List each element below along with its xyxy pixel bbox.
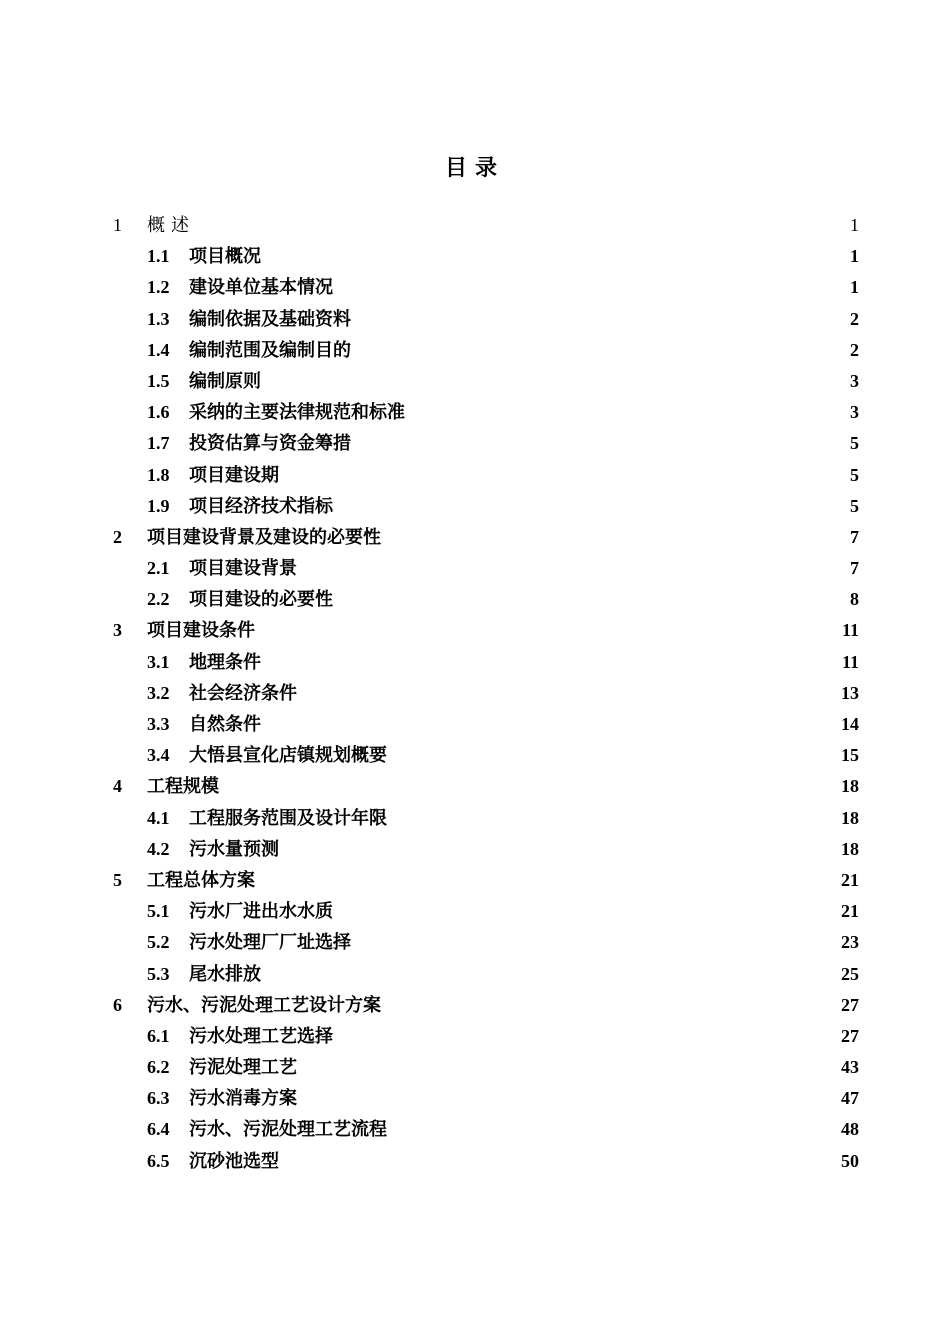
- toc-entry-title: 污水处理工艺选择: [189, 1025, 333, 1047]
- toc-entry-number: 4.2: [147, 838, 170, 859]
- toc-entry-title: 编制范围及编制目的: [189, 339, 351, 361]
- toc-entry[interactable]: [0, 1021, 950, 1052]
- toc-entry-number: 6.5: [147, 1150, 170, 1171]
- toc-entry-number: 1.9: [147, 495, 170, 516]
- toc-entry-title: 项目建设背景及建设的必要性: [147, 526, 381, 548]
- toc-entry-page-number: 11: [841, 651, 859, 672]
- toc-entry-page-number: 5: [850, 495, 859, 516]
- toc-entry-number: 4: [113, 776, 122, 797]
- toc-entry-title: 项目经济技术指标: [189, 495, 333, 517]
- toc-entry-page-number: 21: [841, 901, 859, 922]
- toc-entry-title: 建设单位基本情况: [189, 277, 333, 299]
- toc-entry[interactable]: [0, 491, 950, 522]
- toc-entry-title: 概述: [147, 215, 195, 236]
- toc-entry-page-number: 5: [850, 464, 859, 485]
- toc-entry-page-number: 13: [841, 682, 859, 703]
- toc-entry-title: 项目建设的必要性: [189, 589, 333, 611]
- toc-entry-number: 2.2: [147, 589, 170, 610]
- toc-entry-number: 3.1: [147, 651, 170, 672]
- toc-entry[interactable]: [0, 1052, 950, 1083]
- toc-entry-page-number: 3: [850, 402, 859, 423]
- toc-entry-page-number: 18: [841, 838, 859, 859]
- toc-entry-number: 1.1: [147, 246, 170, 267]
- toc-entry[interactable]: [0, 1146, 950, 1177]
- toc-entry-title: 污水消毒方案: [189, 1088, 297, 1110]
- toc-entry[interactable]: [0, 241, 950, 272]
- toc-entry-title: 污水处理厂厂址选择: [189, 932, 351, 954]
- toc-entry-page-number: 18: [841, 776, 859, 797]
- toc-entry-page-number: 2: [850, 339, 859, 360]
- toc-entry[interactable]: [0, 522, 950, 553]
- toc-entry[interactable]: [0, 771, 950, 802]
- toc-entry-page-number: 2: [850, 308, 859, 329]
- toc-entry[interactable]: [0, 647, 950, 678]
- toc-entry-page-number: 18: [841, 807, 859, 828]
- toc-entry-number: 6.3: [147, 1088, 170, 1109]
- toc-entry-title: 沉砂池选型: [189, 1150, 279, 1172]
- toc-entry-page-number: 15: [841, 745, 859, 766]
- toc-entry-title: 污水、污泥处理工艺流程: [189, 1119, 387, 1141]
- toc-entry-title: 项目建设背景: [189, 558, 297, 580]
- toc-entry-number: 1.3: [147, 308, 170, 329]
- toc-entry-number: 5: [113, 869, 122, 890]
- toc-entry-number: 3: [113, 620, 122, 641]
- toc-entry-number: 6.1: [147, 1025, 170, 1046]
- toc-entry-page-number: 1: [850, 215, 859, 235]
- toc-entry[interactable]: [0, 553, 950, 584]
- toc-entry-title: 工程规模: [147, 776, 219, 798]
- toc-entry[interactable]: [0, 990, 950, 1021]
- toc-entry[interactable]: [0, 210, 950, 241]
- toc-entry-number: 2: [113, 526, 122, 547]
- toc-entry[interactable]: [0, 709, 950, 740]
- toc-entry-number: 3.3: [147, 714, 170, 734]
- toc-entry-page-number: 27: [841, 994, 859, 1015]
- toc-entry-title: 项目建设条件: [147, 620, 255, 642]
- toc-entry-page-number: 7: [850, 526, 859, 547]
- toc-list: [0, 210, 950, 1177]
- toc-entry[interactable]: [0, 304, 950, 335]
- toc-entry-number: 5.2: [147, 932, 170, 953]
- toc-entry[interactable]: [0, 428, 950, 459]
- toc-entry-page-number: 23: [841, 932, 859, 953]
- toc-entry-number: 6.4: [147, 1119, 170, 1140]
- toc-entry-number: 5.1: [147, 901, 170, 922]
- toc-entry-number: 2.1: [147, 558, 170, 579]
- toc-entry-title: 大悟县宣化店镇规划概要: [189, 745, 387, 767]
- toc-entry[interactable]: [0, 272, 950, 303]
- toc-entry-title: 污水、污泥处理工艺设计方案: [147, 994, 381, 1016]
- toc-entry-page-number: 7: [850, 558, 859, 579]
- toc-entry-title: 项目建设期: [189, 464, 279, 486]
- toc-entry-title: 社会经济条件: [189, 682, 297, 704]
- toc-entry-number: 6: [113, 994, 122, 1015]
- toc-entry-title: 自然条件: [189, 714, 261, 735]
- toc-entry-page-number: 1: [850, 277, 859, 298]
- toc-entry-title: 污泥处理工艺: [189, 1057, 297, 1079]
- toc-title: 目录: [444, 155, 505, 181]
- toc-entry[interactable]: [0, 1083, 950, 1114]
- toc-entry-title: 污水量预测: [189, 838, 279, 860]
- toc-entry-number: 4.1: [147, 807, 170, 828]
- toc-entry-title: 编制原则: [189, 370, 261, 392]
- toc-entry-number: 1.5: [147, 370, 170, 391]
- toc-entry[interactable]: [0, 834, 950, 865]
- toc-entry[interactable]: [0, 865, 950, 896]
- toc-entry[interactable]: [0, 1114, 950, 1145]
- toc-entry[interactable]: [0, 615, 950, 646]
- toc-entry-number: 1: [113, 215, 122, 235]
- toc-entry-number: 1.7: [147, 433, 170, 454]
- toc-entry-title: 采纳的主要法律规范和标准: [189, 402, 405, 424]
- toc-entry-page-number: 8: [850, 589, 859, 610]
- toc-entry-title: 污水厂进出水水质: [189, 901, 333, 923]
- toc-entry-page-number: 50: [841, 1150, 859, 1171]
- toc-entry-number: 1.6: [147, 402, 170, 423]
- toc-entry[interactable]: [0, 460, 950, 491]
- toc-entry-number: 5.3: [147, 963, 170, 984]
- toc-entry-number: 1.2: [147, 277, 170, 298]
- toc-entry[interactable]: [0, 678, 950, 709]
- toc-entry[interactable]: [0, 927, 950, 958]
- toc-entry[interactable]: [0, 366, 950, 397]
- toc-entry-title: 工程总体方案: [147, 869, 255, 891]
- toc-entry[interactable]: [0, 584, 950, 615]
- toc-entry-title: 工程服务范围及设计年限: [189, 807, 387, 829]
- toc-entry-page-number: 3: [850, 370, 859, 391]
- toc-entry-page-number: 14: [841, 714, 859, 734]
- toc-entry-number: 3.2: [147, 682, 170, 703]
- toc-entry-number: 6.2: [147, 1057, 170, 1078]
- toc-entry-number: 1.4: [147, 339, 170, 360]
- toc-entry-page-number: 43: [841, 1057, 859, 1078]
- toc-entry-title: 项目概况: [189, 246, 261, 268]
- toc-entry[interactable]: [0, 335, 950, 366]
- toc-entry-title: 地理条件: [189, 651, 261, 673]
- toc-entry[interactable]: [0, 959, 950, 990]
- toc-entry-page-number: 25: [841, 963, 859, 984]
- toc-entry[interactable]: [0, 896, 950, 927]
- toc-entry[interactable]: [0, 397, 950, 428]
- toc-entry[interactable]: [0, 740, 950, 771]
- toc-entry-page-number: 27: [841, 1025, 859, 1046]
- toc-entry-page-number: 47: [841, 1088, 859, 1109]
- toc-entry-page-number: 21: [841, 869, 859, 890]
- toc-entry-title: 编制依据及基础资料: [189, 308, 351, 330]
- toc-entry-number: 1.8: [147, 464, 170, 485]
- toc-entry-page-number: 1: [850, 246, 859, 267]
- toc-entry-page-number: 11: [841, 620, 859, 641]
- toc-entry-number: 3.4: [147, 745, 170, 766]
- toc-entry[interactable]: [0, 803, 950, 834]
- toc-entry-title: 尾水排放: [189, 963, 261, 985]
- toc-entry-title: 投资估算与资金筹措: [189, 433, 351, 455]
- toc-entry-page-number: 48: [841, 1119, 859, 1140]
- toc-entry-page-number: 5: [850, 433, 859, 454]
